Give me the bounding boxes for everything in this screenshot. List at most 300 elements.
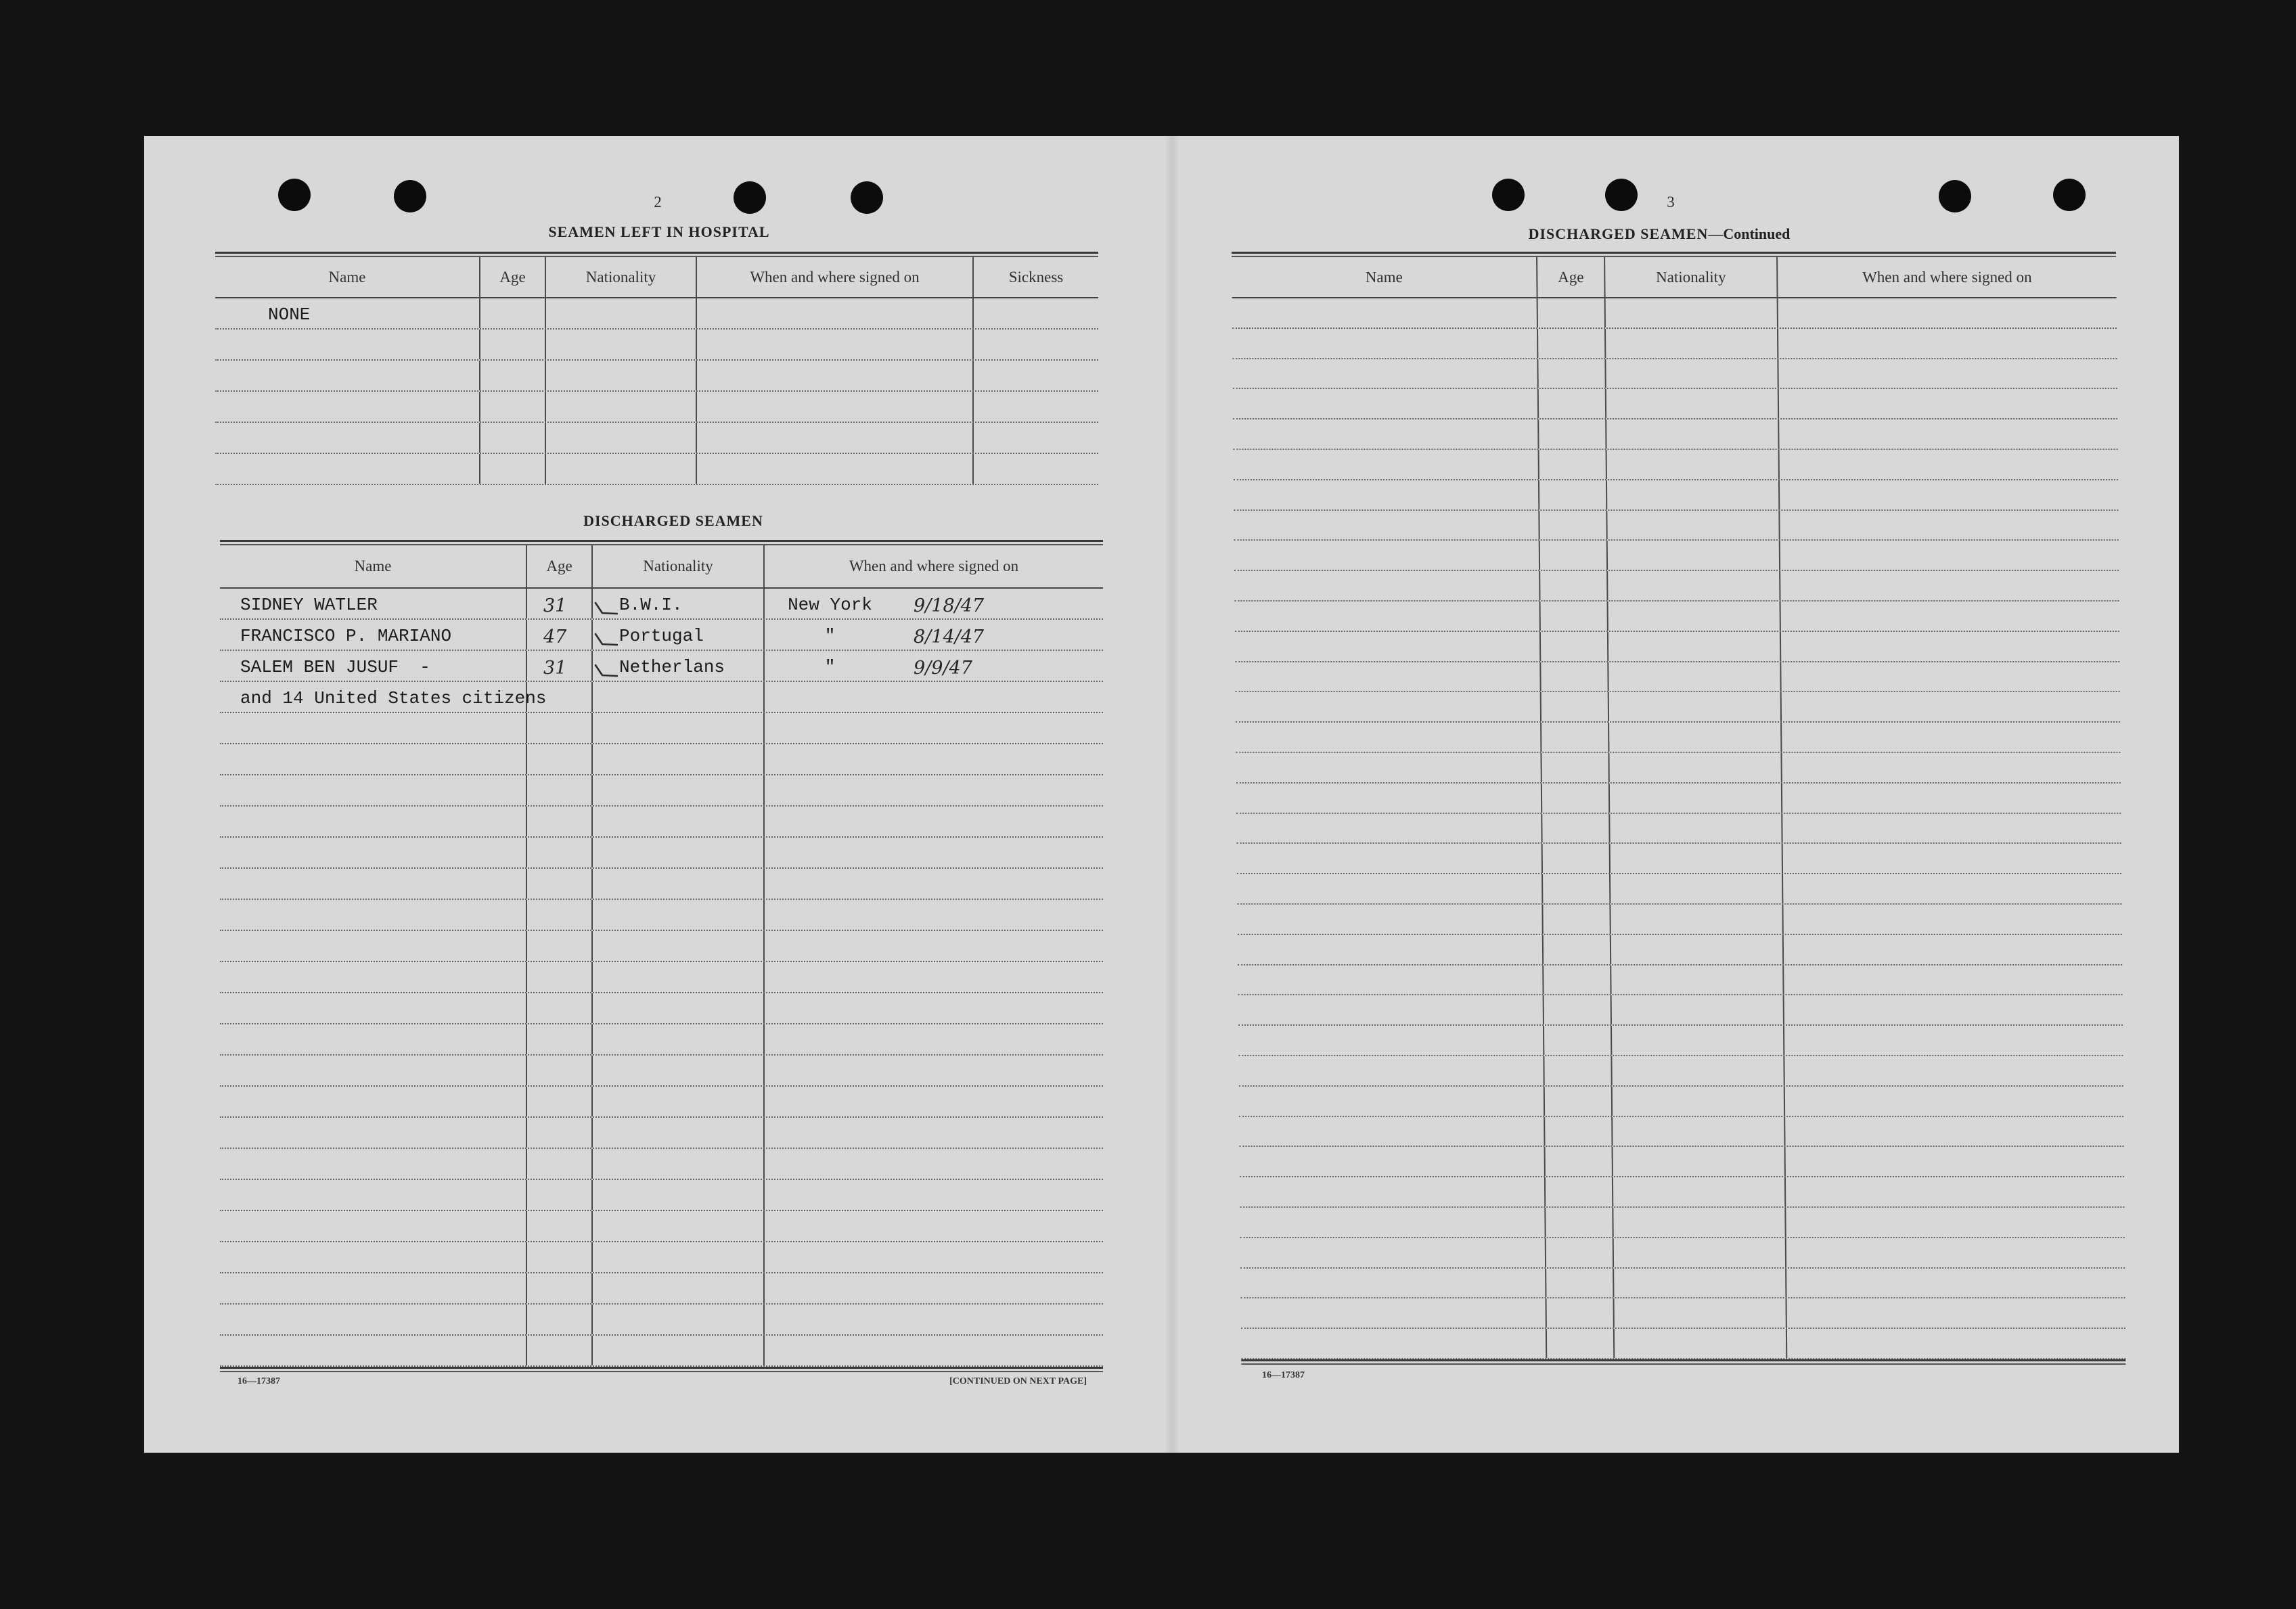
signed-on-place: " bbox=[824, 626, 836, 646]
nationality-cell bbox=[1615, 1329, 1787, 1358]
age-cell bbox=[527, 620, 593, 650]
nationality-cell bbox=[593, 838, 765, 867]
table-row bbox=[1238, 935, 2122, 966]
table-row bbox=[1235, 632, 2119, 662]
signed-on-cell bbox=[1784, 966, 2122, 995]
name-cell bbox=[1240, 1147, 1546, 1176]
table-row bbox=[215, 298, 1098, 330]
age-cell bbox=[1542, 784, 1610, 813]
nationality-cell bbox=[593, 931, 765, 961]
name-cell bbox=[1238, 935, 1544, 964]
age-cell bbox=[527, 744, 593, 774]
name-cell bbox=[215, 454, 480, 484]
table-row bbox=[1232, 359, 2117, 390]
nationality-cell bbox=[593, 713, 765, 743]
table-row bbox=[1241, 1329, 2125, 1359]
sickness-cell bbox=[974, 392, 1098, 422]
age-cell bbox=[527, 900, 593, 930]
nationality-cell bbox=[1606, 359, 1778, 388]
top-double-rule bbox=[215, 252, 1098, 257]
column-header-signed-on: When and where signed on bbox=[697, 257, 974, 297]
column-header-nationality: Nationality bbox=[546, 257, 697, 297]
nationality-cell bbox=[593, 1305, 765, 1334]
seaman-name: SIDNEY WATLER bbox=[240, 595, 378, 615]
name-cell bbox=[1239, 1117, 1545, 1146]
nationality-cell bbox=[546, 361, 697, 390]
name-cell bbox=[215, 330, 480, 359]
age-cell bbox=[1539, 511, 1607, 540]
name-cell bbox=[220, 744, 527, 774]
discharged-table bbox=[220, 540, 1103, 1372]
table-header bbox=[220, 545, 1103, 589]
nationality-cell bbox=[1607, 480, 1780, 509]
signed-on-cell bbox=[1782, 723, 2120, 752]
nationality-cell bbox=[593, 1336, 765, 1365]
nationality-cell bbox=[1606, 329, 1778, 358]
nationality-cell bbox=[593, 807, 765, 836]
nationality-cell bbox=[593, 900, 765, 930]
seaman-name: FRANCISCO P. MARIANO bbox=[240, 626, 452, 646]
table-row bbox=[1234, 480, 2118, 511]
page-number: 2 bbox=[654, 194, 662, 210]
table-row bbox=[1238, 966, 2122, 996]
table-row bbox=[1237, 874, 2121, 905]
signed-on-place: New York bbox=[788, 595, 872, 615]
table-row bbox=[1240, 1147, 2124, 1177]
signed-on-cell bbox=[765, 775, 1103, 805]
name-cell bbox=[1235, 632, 1541, 661]
column-header-name: Name bbox=[220, 545, 527, 587]
table-body bbox=[215, 298, 1098, 485]
nationality-cell bbox=[1609, 753, 1782, 782]
table-row bbox=[220, 1087, 1103, 1118]
signed-on-date: 9/18/47 bbox=[914, 595, 985, 616]
table-row bbox=[1238, 1026, 2123, 1056]
name-cell bbox=[1238, 1026, 1544, 1055]
name-cell bbox=[220, 993, 527, 1023]
signed-on-cell bbox=[765, 620, 1103, 650]
table-body bbox=[220, 589, 1103, 1367]
signed-on-cell bbox=[765, 1273, 1103, 1303]
signed-on-cell bbox=[1780, 480, 2118, 509]
age-cell bbox=[1539, 480, 1607, 509]
column-header-age: Age bbox=[1537, 257, 1606, 297]
signed-on-cell bbox=[1781, 632, 2119, 661]
nationality-cell bbox=[1607, 511, 1780, 540]
age-cell bbox=[1539, 420, 1606, 449]
signed-on-cell bbox=[765, 869, 1103, 899]
name-cell bbox=[220, 1149, 527, 1179]
name-cell bbox=[1239, 1087, 1545, 1116]
signed-on-cell bbox=[1784, 1026, 2123, 1055]
signed-on-place: " bbox=[824, 657, 836, 677]
name-cell bbox=[215, 361, 480, 390]
nationality-cell bbox=[1608, 662, 1781, 692]
name-cell bbox=[1241, 1298, 1547, 1328]
name-cell bbox=[1237, 844, 1543, 873]
age-cell bbox=[1544, 995, 1612, 1024]
signed-on-cell bbox=[765, 651, 1103, 681]
age-cell bbox=[1541, 632, 1608, 661]
name-cell bbox=[220, 682, 547, 712]
table-row bbox=[220, 744, 1103, 775]
column-header-nationality: Nationality bbox=[593, 545, 765, 587]
table-row bbox=[1238, 1056, 2123, 1087]
table-row bbox=[220, 589, 1103, 620]
table-row bbox=[1234, 450, 2118, 480]
nationality-cell bbox=[593, 620, 765, 650]
signed-on-cell bbox=[697, 361, 974, 390]
table-row bbox=[1238, 995, 2123, 1026]
age-cell bbox=[480, 361, 546, 390]
name-cell bbox=[1235, 602, 1541, 631]
signed-on-cell bbox=[765, 744, 1103, 774]
table-row bbox=[1240, 1177, 2124, 1208]
age-cell bbox=[527, 993, 593, 1023]
signed-on-cell bbox=[765, 1336, 1103, 1365]
nationality-cell bbox=[1613, 1177, 1786, 1206]
seaman-nationality: Netherlans bbox=[619, 657, 725, 677]
column-header-sickness: Sickness bbox=[1008, 268, 1064, 286]
signed-on-cell bbox=[1786, 1177, 2124, 1206]
name-cell bbox=[1238, 995, 1544, 1024]
column-header-signed-on: When and where signed on bbox=[1862, 268, 2032, 286]
signed-on-cell bbox=[1784, 995, 2123, 1024]
seaman-age: 47 bbox=[543, 627, 567, 648]
signed-on-cell bbox=[765, 682, 1103, 712]
signed-on-cell bbox=[1781, 662, 2119, 692]
signed-on-cell bbox=[765, 807, 1103, 836]
name-cell bbox=[220, 807, 527, 836]
signed-on-cell bbox=[1779, 420, 2117, 449]
nationality-cell bbox=[593, 1149, 765, 1179]
name-cell bbox=[220, 1305, 527, 1334]
age-cell bbox=[527, 1024, 593, 1054]
table-row bbox=[220, 962, 1103, 993]
nationality-cell bbox=[1613, 1117, 1785, 1146]
nationality-cell bbox=[1610, 784, 1782, 813]
age-cell bbox=[480, 454, 546, 484]
signed-on-cell bbox=[765, 1056, 1103, 1085]
name-cell bbox=[1237, 874, 1543, 903]
age-cell bbox=[1541, 753, 1609, 782]
age-cell bbox=[527, 1336, 593, 1365]
name-cell bbox=[1234, 541, 1540, 570]
age-cell bbox=[1538, 359, 1606, 388]
nationality-cell bbox=[1611, 935, 1784, 964]
nationality-cell bbox=[593, 1180, 765, 1210]
discharged-continued-title bbox=[1422, 225, 1896, 243]
name-cell bbox=[1238, 1056, 1544, 1085]
nationality-cell bbox=[1608, 541, 1780, 570]
signed-on-date: 9/9/47 bbox=[914, 658, 972, 679]
seaman-age: 31 bbox=[543, 658, 567, 679]
nationality-cell bbox=[593, 962, 765, 992]
age-cell bbox=[1546, 1238, 1614, 1267]
page-number: 3 bbox=[1667, 194, 1675, 210]
signed-on-cell bbox=[765, 931, 1103, 961]
table-row bbox=[215, 392, 1098, 423]
nationality-cell bbox=[1608, 571, 1780, 600]
nationality-cell bbox=[1606, 420, 1779, 449]
nationality-cell bbox=[1613, 1147, 1786, 1176]
signed-on-cell bbox=[765, 962, 1103, 992]
age-cell bbox=[1543, 905, 1611, 934]
signed-on-cell bbox=[765, 1149, 1103, 1179]
nationality-cell bbox=[1613, 1087, 1785, 1116]
signed-on-cell bbox=[1784, 935, 2122, 964]
nationality-cell bbox=[1615, 1298, 1787, 1328]
tick-mark bbox=[593, 663, 618, 678]
signed-on-cell bbox=[765, 1180, 1103, 1210]
age-cell bbox=[1542, 814, 1610, 843]
signed-on-cell bbox=[765, 1242, 1103, 1272]
column-header-name: Name bbox=[1232, 257, 1538, 297]
age-cell bbox=[1546, 1269, 1614, 1298]
sickness-cell bbox=[974, 361, 1098, 390]
bottom-double-rule bbox=[220, 1367, 1103, 1372]
table-row bbox=[220, 713, 1103, 744]
title-suffix: —Continued bbox=[1708, 225, 1791, 242]
seaman-name: and 14 United States citizens bbox=[240, 688, 547, 708]
age-cell bbox=[1544, 1056, 1612, 1085]
name-cell bbox=[220, 869, 527, 899]
name-cell bbox=[220, 589, 527, 618]
tick-mark bbox=[593, 632, 618, 647]
age-cell bbox=[527, 807, 593, 836]
name-cell bbox=[1237, 905, 1543, 934]
signed-on-cell bbox=[1781, 602, 2119, 631]
seaman-age: 31 bbox=[543, 595, 567, 616]
table-row bbox=[1236, 692, 2120, 723]
signed-on-cell bbox=[765, 1211, 1103, 1241]
nationality-cell bbox=[1611, 874, 1783, 903]
nationality-cell bbox=[1612, 1056, 1784, 1085]
table-row bbox=[1236, 784, 2121, 814]
name-cell bbox=[1234, 450, 1539, 479]
age-cell bbox=[480, 330, 546, 359]
punch-hole bbox=[1492, 179, 1525, 211]
table-row bbox=[1236, 723, 2120, 753]
age-cell bbox=[1544, 966, 1611, 995]
table-header bbox=[1232, 257, 2117, 298]
signed-on-cell bbox=[765, 589, 1103, 618]
nationality-cell bbox=[593, 744, 765, 774]
name-cell bbox=[1234, 480, 1539, 509]
name-cell bbox=[220, 962, 527, 992]
table-row bbox=[1237, 905, 2121, 935]
signed-on-cell bbox=[697, 298, 974, 328]
form-number: 16—17387 bbox=[238, 1376, 280, 1386]
signed-on-cell bbox=[765, 900, 1103, 930]
signed-on-cell bbox=[765, 1305, 1103, 1334]
signed-on-cell bbox=[765, 838, 1103, 867]
age-cell bbox=[1545, 1117, 1613, 1146]
table-row bbox=[215, 454, 1098, 485]
top-double-rule bbox=[1232, 252, 2116, 257]
table-row bbox=[220, 838, 1103, 869]
name-cell bbox=[1233, 389, 1539, 418]
age-cell bbox=[527, 651, 593, 681]
table-row bbox=[1233, 420, 2117, 450]
signed-on-cell bbox=[765, 1087, 1103, 1116]
column-header-age: Age bbox=[527, 545, 593, 587]
name-cell bbox=[1241, 1329, 1547, 1358]
nationality-cell bbox=[546, 423, 697, 453]
name-cell bbox=[220, 775, 527, 805]
nationality-cell bbox=[1613, 1208, 1786, 1237]
punch-hole bbox=[851, 181, 883, 214]
punch-hole bbox=[278, 179, 311, 211]
age-cell bbox=[1546, 1177, 1613, 1206]
age-cell bbox=[527, 1087, 593, 1116]
age-cell bbox=[527, 775, 593, 805]
nationality-cell bbox=[1612, 995, 1784, 1024]
nationality-cell bbox=[1614, 1238, 1786, 1267]
name-cell bbox=[1235, 662, 1541, 692]
signed-on-cell bbox=[1786, 1269, 2125, 1298]
name-cell bbox=[215, 298, 480, 328]
table-row bbox=[215, 423, 1098, 454]
table-row bbox=[220, 651, 1103, 682]
discharged-continued-table bbox=[1232, 252, 2125, 1365]
nationality-cell bbox=[1609, 723, 1782, 752]
name-cell bbox=[1240, 1177, 1546, 1206]
name-cell bbox=[1240, 1208, 1546, 1237]
signed-on-cell bbox=[1778, 329, 2117, 358]
table-row bbox=[220, 620, 1103, 651]
table-row bbox=[1233, 389, 2117, 420]
nationality-cell bbox=[593, 993, 765, 1023]
age-cell bbox=[1546, 1208, 1613, 1237]
bottom-double-rule bbox=[1241, 1359, 2125, 1365]
signed-on-cell bbox=[697, 330, 974, 359]
age-cell bbox=[1539, 450, 1607, 479]
table-row bbox=[215, 330, 1098, 361]
nationality-cell bbox=[1611, 844, 1783, 873]
name-cell bbox=[220, 1336, 527, 1365]
table-row bbox=[1240, 1269, 2125, 1299]
age-cell bbox=[527, 869, 593, 899]
continued-note: [CONTINUED ON NEXT PAGE] bbox=[949, 1376, 1087, 1386]
seaman-nationality: B.W.I. bbox=[619, 595, 683, 615]
signed-on-cell bbox=[1786, 1208, 2124, 1237]
name-cell bbox=[1233, 420, 1539, 449]
name-cell bbox=[220, 1118, 527, 1148]
signed-on-cell bbox=[1786, 1147, 2124, 1176]
signed-on-cell bbox=[1780, 450, 2118, 479]
table-row bbox=[1234, 541, 2119, 571]
nationality-cell bbox=[593, 1118, 765, 1148]
column-header-nationality: Nationality bbox=[1605, 257, 1778, 297]
signed-on-cell bbox=[765, 713, 1103, 743]
table-row bbox=[1237, 844, 2121, 874]
sickness-cell bbox=[974, 423, 1098, 453]
age-cell bbox=[527, 1242, 593, 1272]
signed-on-cell bbox=[1785, 1117, 2123, 1146]
nationality-cell bbox=[593, 1242, 765, 1272]
sickness-cell bbox=[974, 454, 1098, 484]
age-cell bbox=[527, 838, 593, 867]
table-row bbox=[220, 1180, 1103, 1211]
age-cell bbox=[1545, 1087, 1613, 1116]
table-row bbox=[1232, 329, 2117, 359]
signed-on-cell bbox=[1782, 753, 2120, 782]
name-cell bbox=[1236, 723, 1541, 752]
nationality-cell bbox=[1609, 692, 1782, 721]
signed-on-cell bbox=[765, 993, 1103, 1023]
center-fold bbox=[1165, 136, 1179, 1453]
nationality-cell bbox=[1614, 1269, 1786, 1298]
name-cell bbox=[1236, 784, 1542, 813]
table-row bbox=[1240, 1238, 2125, 1269]
name-cell bbox=[215, 423, 480, 453]
signed-on-cell bbox=[765, 1118, 1103, 1148]
nationality-cell bbox=[593, 1056, 765, 1085]
signed-on-cell bbox=[1779, 389, 2117, 418]
table-body bbox=[1232, 298, 2126, 1359]
punch-hole bbox=[2053, 179, 2086, 211]
signed-on-cell bbox=[697, 454, 974, 484]
age-cell bbox=[527, 962, 593, 992]
table-row bbox=[1236, 814, 2121, 844]
name-cell bbox=[215, 392, 480, 422]
signed-on-cell bbox=[1786, 1238, 2125, 1267]
table-row bbox=[220, 1118, 1103, 1149]
name-cell bbox=[220, 620, 527, 650]
age-cell bbox=[1541, 692, 1609, 721]
nationality-cell bbox=[593, 869, 765, 899]
name-cell bbox=[220, 1024, 527, 1054]
table-row bbox=[220, 1305, 1103, 1336]
age-cell bbox=[1540, 571, 1608, 600]
age-cell bbox=[1538, 329, 1606, 358]
nationality-cell bbox=[1606, 298, 1778, 327]
name-cell bbox=[220, 1180, 527, 1210]
nationality-cell bbox=[546, 330, 697, 359]
age-cell bbox=[1540, 541, 1608, 570]
signed-on-cell bbox=[697, 423, 974, 453]
nationality-cell bbox=[1607, 450, 1780, 479]
age-cell bbox=[527, 1211, 593, 1241]
age-cell bbox=[527, 682, 593, 712]
nationality-cell bbox=[593, 1087, 765, 1116]
signed-on-cell bbox=[765, 1024, 1103, 1054]
table-row bbox=[220, 775, 1103, 807]
column-header-age: Age bbox=[480, 257, 546, 297]
table-row bbox=[220, 869, 1103, 900]
table-row bbox=[220, 1273, 1103, 1305]
age-cell bbox=[1543, 874, 1611, 903]
signed-on-cell bbox=[1783, 905, 2121, 934]
name-cell bbox=[1238, 966, 1544, 995]
name-cell bbox=[220, 1087, 527, 1116]
table-row bbox=[220, 1211, 1103, 1242]
name-cell bbox=[220, 713, 527, 743]
hospital-section-title: SEAMEN LEFT IN HOSPITAL bbox=[548, 223, 770, 240]
signed-on-cell bbox=[1782, 814, 2121, 843]
table-row bbox=[1236, 753, 2120, 784]
age-cell bbox=[527, 1056, 593, 1085]
age-cell bbox=[1538, 298, 1606, 327]
nationality-cell bbox=[1611, 966, 1784, 995]
nationality-cell bbox=[546, 392, 697, 422]
nationality-cell bbox=[593, 651, 765, 681]
table-row bbox=[215, 361, 1098, 392]
nationality-cell bbox=[546, 298, 697, 328]
name-cell bbox=[1236, 753, 1541, 782]
age-cell bbox=[527, 589, 593, 618]
